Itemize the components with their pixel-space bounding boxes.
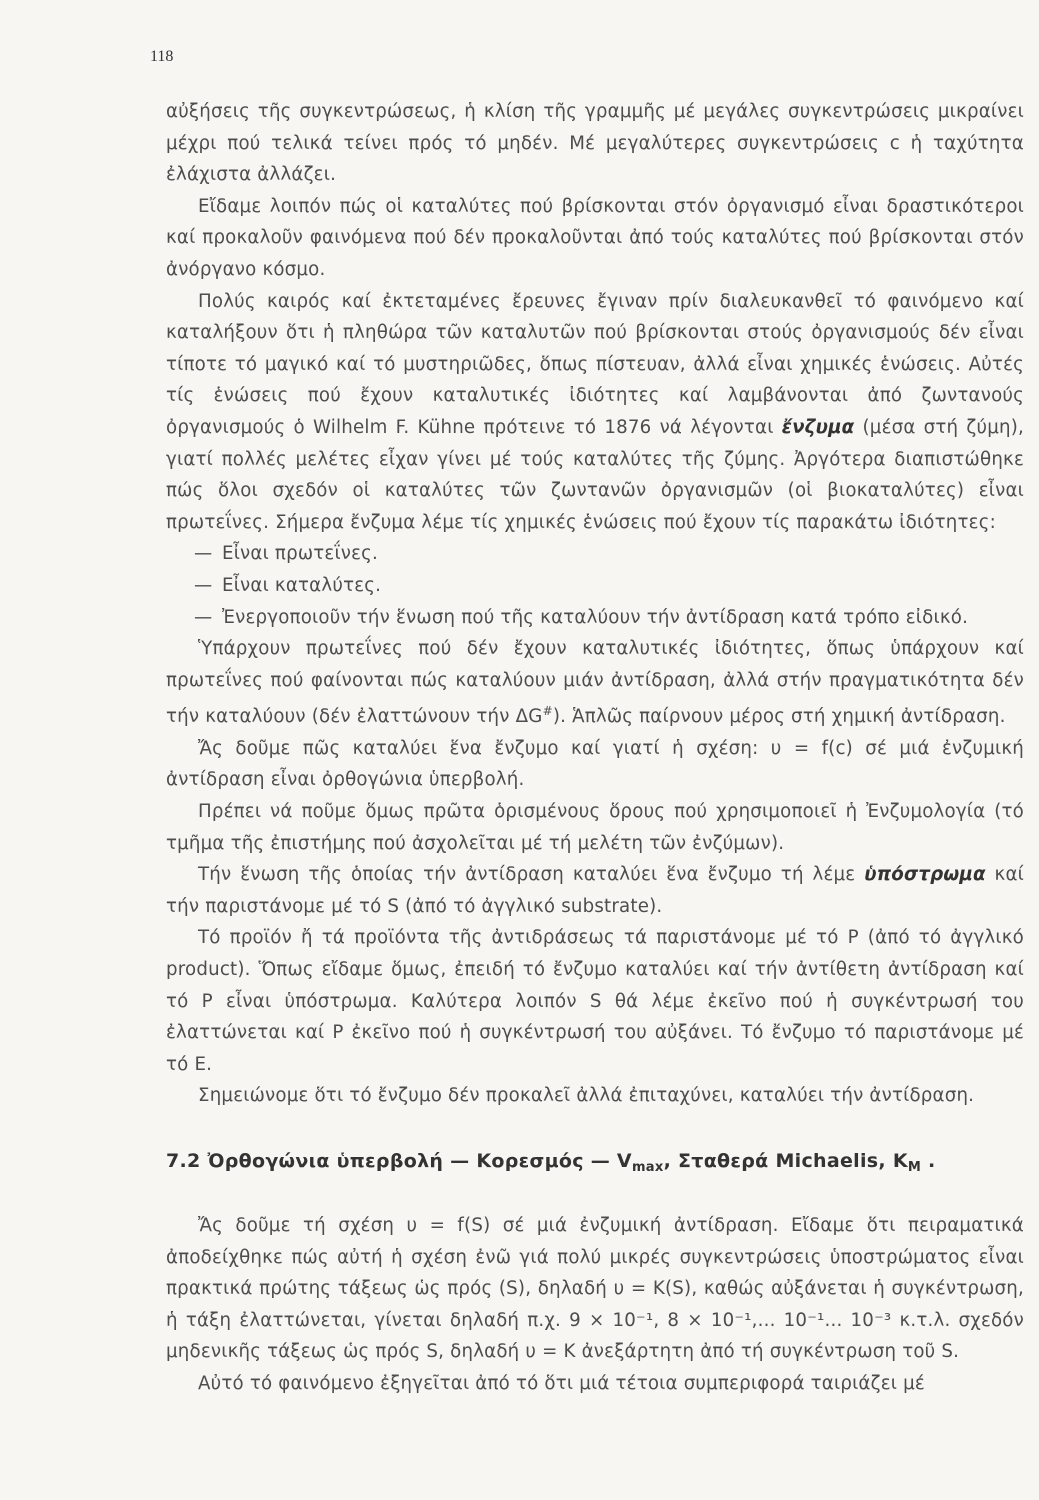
paragraph-substrate [166, 859, 1024, 922]
heading-text: 7.2 Ὀρθογώνια ὑπερβολή — Κορεσμός — V [166, 1150, 632, 1172]
paragraph: Τό προϊόν ἤ τά προϊόντα τῆς ἀντιδράσεως τά παριστάνομε μέ τό P (ἀπό τό ἀγγλικό product). Ὅπως εἴδαμε ὅμως, ἐπειδή τό ἔνζυμο καταλύει καί τήν ἀντίθετη ἀντίδραση καί τό P εἶναι ὑπόστρωμα. Καλύτερα λοιπόν S θά λέμε ἐκεῖνο πού ἡ συγκέντρωσή του ἐλαττώνεται καί P ἐκεῖνο πού ἡ συγκέντρωσή του αὐξάνει. Τό ἔνζυμο τό παριστάνομε μέ τό E. [166, 927, 1024, 1075]
paragraph: Εἴδαμε λοιπόν πώς οἱ καταλύτες πού βρίσκονται στόν ὀργανισμό εἶναι δραστικότεροι καί προκαλοῦν φαινόμενα πού δέν προκαλοῦνται ἀπό τούς καταλύτες πού βρίσκονται στόν ἀνόργανο κόσμο. [166, 195, 1024, 280]
paragraph-text: Ὑπάρχουν πρωτεΐνες πού δέν ἔχουν καταλυτικές ἰδιότητες, ὅπως ὑπάρχουν καί πρωτεΐνες πού φαίνονται πώς καταλύουν μιάν ἀντίδραση, ἀλλά στήν πραγματικότητα δέν τήν καταλύουν (δέν ἐλαττώνουν τήν ΔG [166, 638, 1024, 728]
heading-text: . [921, 1150, 936, 1172]
list-item-text: Εἶναι πρωτεΐνες. [222, 543, 379, 565]
term-enzyme: ἔνζυμα [781, 416, 855, 438]
heading-text: , Σταθερά Michaelis, K [663, 1150, 908, 1172]
paragraph-text: (μέσα στή ζύμη), γιατί πολλές μελέτες εἶχαν γίνει μέ τούς καταλύτες τῆς ζύμης. Ἀργότερα διαπιστώθηκε πώς ὅλοι σχεδόν οἱ καταλύτες τῶν ζωντανῶν ὀργανισμῶν (οἱ βιοκαταλύτες) εἶναι πρωτεΐνες. Σήμερα ἔνζυμα λέμε τίς χημικές ἑνώσεις πού ἔχουν τίς παρακάτω ἰδιότητες: [166, 416, 1024, 533]
paragraph: Ἄς δοῦμε πῶς καταλύει ἕνα ἔνζυμο καί γιατί ἡ σχέση: υ = f(c) σέ μιά ἐνζυμική ἀντίδραση εἶναι ὀρθογώνια ὑπερβολή. [166, 737, 1024, 791]
list-item [166, 602, 1024, 634]
paragraph: αὐξήσεις τῆς συγκεντρώσεως, ἡ κλίση τῆς γραμμῆς μέ μεγάλες συγκεντρώσεις μικραίνει μέχρι πού τελικά τείνει πρός τό μηδέν. Μέ μεγαλύτερες συγκεντρώσεις c ἡ ταχύτητα ἐλάχιστα ἀλλάζει. [166, 101, 1024, 186]
paragraph-text: ). Ἁπλῶς παίρνουν μέρος στή χημική ἀντίδραση. [552, 706, 1006, 728]
paragraph-text: καί τήν παριστάνομε μέ τό S (ἀπό τό ἀγγλικό substrate). [166, 864, 1025, 917]
list-item [166, 570, 1024, 602]
paragraph-proteins [166, 633, 1024, 733]
list-dash: — [194, 574, 213, 596]
paragraph: Σημειώνομε ὅτι τό ἔνζυμο δέν προκαλεῖ ἀλλά ἐπιταχύνει, καταλύει τήν ἀντίδραση. [198, 1085, 975, 1107]
list-item-text: Εἶναι καταλύτες. [222, 574, 382, 596]
paragraph: Αὐτό τό φαινόμενο ἐξηγεῖται ἀπό τό ὅτι μιά τέτοια συμπεριφορά ταιριάζει μέ [198, 1372, 925, 1394]
superscript: # [542, 704, 553, 719]
paragraph: Ἄς δοῦμε τή σχέση υ = f(S) σέ μιά ἐνζυμική ἀντίδραση. Εἴδαμε ὅτι πειραματικά ἀποδείχθηκε πώς αὐτή ἡ σχέση ἐνῶ γιά πολύ μικρές συγκεντρώσεις ὑποστρώματος εἶναι πρακτικά πρώτης τάξεως ὡς πρός (S), δηλαδή υ = K(S), καθώς αὐξάνεται ἡ συγκέντρωση, ἡ τάξη ἐλαττώνεται, γίνεται δηλαδή π.χ. 9 × 10⁻¹, 8 × 10⁻¹,... 10⁻¹... 10⁻³ κ.τ.λ. σχεδόν μηδενικῆς τάξεως ὡς πρός S, δηλαδή υ = K ἀνεξάρτητη ἀπό τή συγκέντρωση τοῦ S. [166, 1215, 1024, 1363]
paragraph-text: Τήν ἕνωση τῆς ὁποίας τήν ἀντίδραση καταλύει ἕνα ἔνζυμο τή λέμε [198, 864, 856, 886]
heading-subscript: max [631, 1160, 664, 1175]
section-text-block [166, 1210, 1024, 1400]
heading-subscript: M [907, 1160, 922, 1175]
list-item-text: Ἐνεργοποιοῦν τήν ἕνωση πού τῆς καταλύουν τήν ἀντίδραση κατά τρόπο εἰδικό. [222, 606, 969, 628]
list-dash: — [194, 606, 213, 628]
list-dash: — [194, 543, 213, 565]
page-number: 118 [150, 48, 174, 65]
paragraph-text: Πολύς καιρός καί ἐκτεταμένες ἔρευνες ἔγιναν πρίν διαλευκανθεῖ τό φαινόμενο καί καταλήξουν ὅτι ἡ πληθώρα τῶν καταλυτῶν πού βρίσκονται στούς ὀργανισμούς δέν εἶναι τίποτε τό μαγικό καί τό μυστηριῶδες, ὅπως πίστευαν, ἀλλά εἶναι χημικές ἑνώσεις. Αὐτές τίς ἑνώσεις πού ἔχουν καταλυτικές ἰδιότητες καί λαμβάνονται ἀπό ζωντανούς ὀργανισμούς ὁ Wilhelm F. Kühne πρότεινε τό 1876 νά λέγονται [166, 290, 1024, 438]
paragraph-enzyme-definition [166, 286, 1024, 539]
list-item [166, 538, 1024, 570]
main-text-block [166, 96, 1024, 1112]
paragraph: Πρέπει νά ποῦμε ὅμως πρῶτα ὁρισμένους ὅρους πού χρησιμοποιεῖ ἡ Ἐνζυμολογία (τό τμῆμα τῆς ἐπιστήμης πού ἀσχολεῖται μέ τή μελέτη τῶν ἐνζύμων). [166, 801, 1024, 854]
section-heading [166, 1150, 1024, 1175]
term-substrate: ὑπόστρωμα [864, 864, 986, 886]
